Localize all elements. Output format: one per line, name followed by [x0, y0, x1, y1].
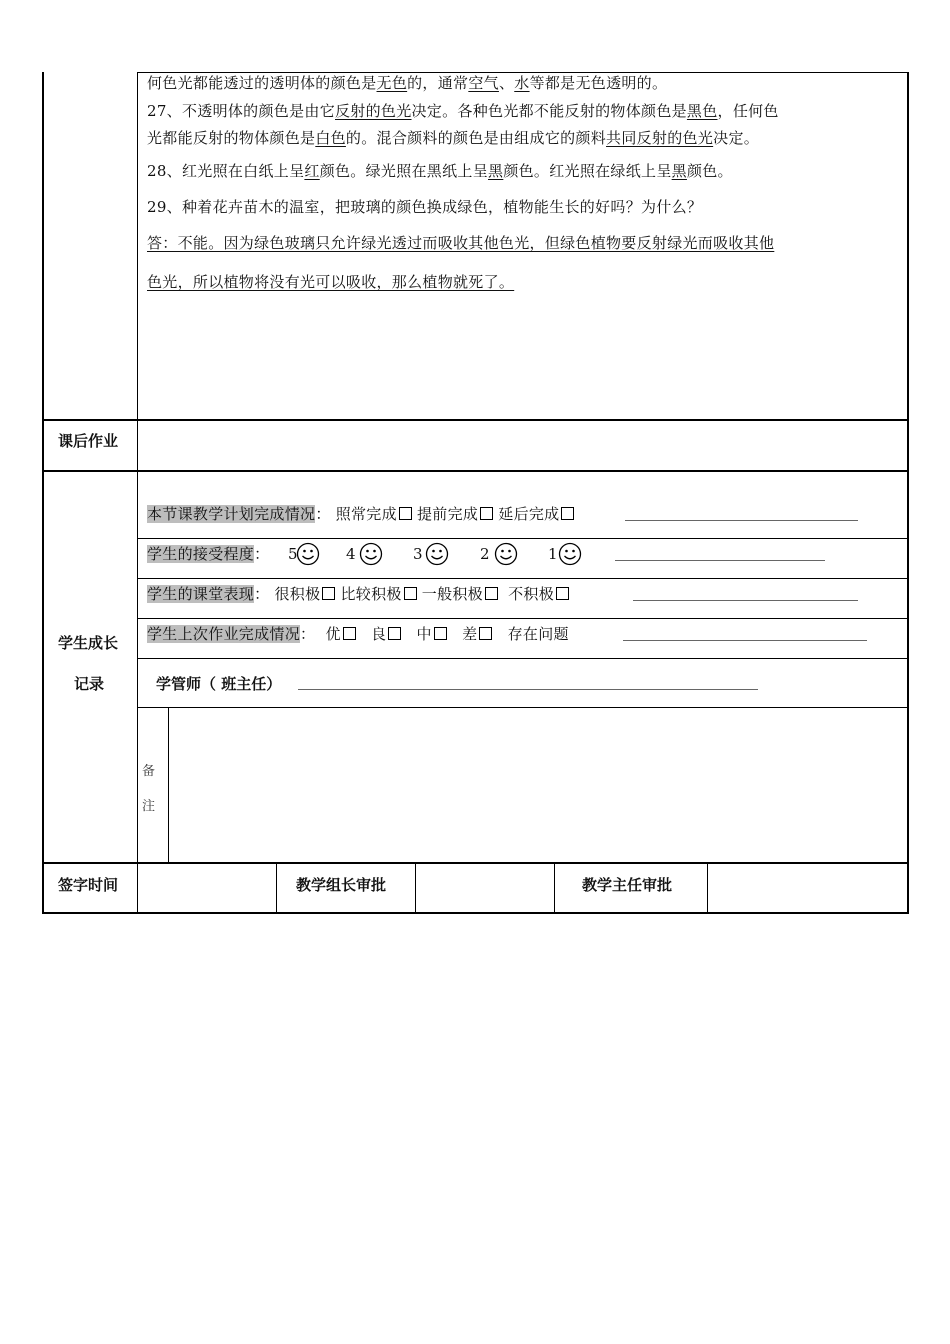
smiley-icon[interactable] [425, 542, 449, 566]
level-2-label: 2 [480, 545, 490, 563]
answer-blank: 黑 [671, 162, 687, 180]
level-4-label: 4 [346, 545, 356, 563]
remark-area[interactable] [169, 708, 907, 862]
plan-completion-blank[interactable] [625, 506, 858, 521]
supervisor-blank[interactable] [298, 675, 758, 690]
answer-blank: 黑色 [686, 102, 718, 120]
remark-label-line-1: 备 [142, 764, 156, 779]
checkbox[interactable] [561, 507, 574, 520]
answer-blank: 白色 [315, 129, 346, 147]
question-27-line-2: 光都能反射的物体颜色是白色的。混合颜料的颜色是由组成它的颜料共同反射的色光决定。 [147, 129, 760, 147]
answer-blank: 黑 [488, 162, 504, 180]
supervisor-label: 学管师（ 班主任） [156, 675, 282, 693]
question-28: 28、红光照在白纸上呈红颜色。绿光照在黑纸上呈黑颜色。红光照在绿纸上呈黑颜色。 [147, 162, 733, 180]
answer-blank: 共同反射的色光 [606, 129, 714, 147]
answer-line-2: 色光，所以植物将没有光可以吸收，那么植物就死了。 [147, 273, 515, 291]
last-homework-blank[interactable] [623, 626, 867, 641]
checkbox[interactable] [556, 587, 569, 600]
checkbox[interactable] [399, 507, 412, 520]
checkbox[interactable] [388, 627, 401, 640]
growth-record-label-line-2: 记录 [74, 675, 105, 693]
remark-label-line-2: 注 [142, 799, 156, 814]
homework-label: 课后作业 [58, 432, 119, 450]
plan-completion-label: 本节课教学计划完成情况 [147, 505, 316, 523]
answer-blank: 空气 [468, 74, 499, 92]
smiley-icon[interactable] [494, 542, 518, 566]
plan-completion-row: 本节课教学计划完成情况： 照常完成 提前完成 延后完成 [147, 504, 574, 524]
acceptance-row: 学生的接受程度： [147, 545, 270, 563]
group-leader-approval-field[interactable] [416, 864, 554, 912]
group-leader-approval-label: 教学组长审批 [296, 876, 387, 894]
director-approval-label: 教学主任审批 [582, 876, 673, 894]
answer-blank: 红 [304, 162, 320, 180]
last-homework-row: 学生上次作业完成情况： 优 良 中 差 存在问题 [147, 625, 569, 643]
level-5-label: 5 [288, 545, 298, 563]
checkbox[interactable] [480, 507, 493, 520]
content-line-1: 何色光都能透过的透明体的颜色是无色的，通常空气、水等都是无色透明的。 [147, 74, 668, 92]
performance-blank[interactable] [633, 586, 858, 601]
question-29: 29、种着花卉苗木的温室，把玻璃的颜色换成绿色，植物能生长的好吗？为什么？ [147, 198, 703, 216]
acceptance-label: 学生的接受程度 [147, 545, 255, 563]
performance-label: 学生的课堂表现 [147, 585, 255, 603]
answer-blank: 反射的色光 [335, 102, 412, 120]
sign-time-label: 签字时间 [58, 876, 119, 894]
checkbox[interactable] [322, 587, 335, 600]
checkbox[interactable] [434, 627, 447, 640]
growth-record-label-line-1: 学生成长 [58, 634, 119, 652]
checkbox[interactable] [479, 627, 492, 640]
level-3-label: 3 [413, 545, 423, 563]
answer-line-1: 答：不能。因为绿色玻璃只允许绿光透过而吸收其他色光，但绿色植物要反射绿光而吸收其他 [147, 234, 775, 252]
level-1-label: 1 [548, 545, 558, 563]
performance-row: 学生的课堂表现： 很积极 比较积极 一般积极 不积极 [147, 584, 569, 604]
question-27-line-1: 27、不透明体的颜色是由它反射的色光决定。各种色光都不能反射的物体颜色是黑色，任何色 [147, 102, 779, 120]
acceptance-blank[interactable] [615, 546, 825, 561]
smiley-icon[interactable] [359, 542, 383, 566]
checkbox[interactable] [404, 587, 417, 600]
smiley-icon[interactable] [296, 542, 320, 566]
checkbox[interactable] [485, 587, 498, 600]
director-approval-field[interactable] [708, 864, 907, 912]
last-homework-label: 学生上次作业完成情况 [147, 625, 301, 643]
answer-blank: 无色 [376, 74, 408, 92]
smiley-icon[interactable] [558, 542, 582, 566]
checkbox[interactable] [343, 627, 356, 640]
answer-blank: 水 [514, 74, 530, 92]
sign-time-field[interactable] [138, 864, 276, 912]
